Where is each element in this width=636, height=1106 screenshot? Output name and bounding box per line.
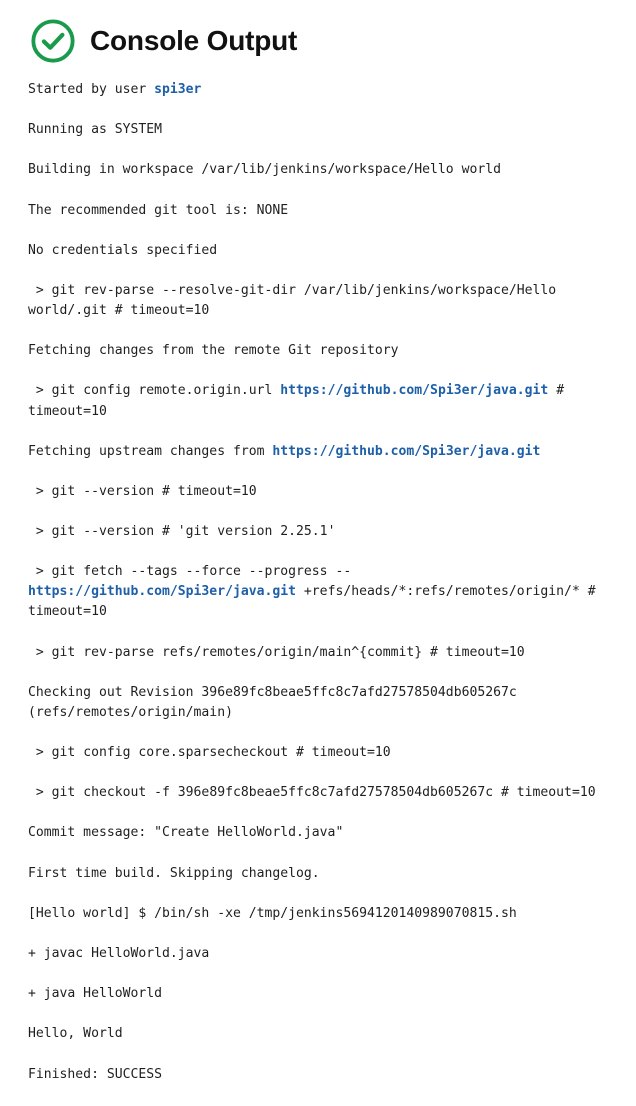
console-line: [28, 201, 618, 221]
console-text: The recommended git tool is: NONE: [28, 202, 289, 218]
console-text: # timeout=10: [28, 383, 572, 419]
console-line: [28, 823, 618, 843]
console-text: + java HelloWorld: [28, 986, 163, 1002]
console-line: [28, 944, 618, 964]
console-text: > git checkout -f 396e89fc8beae5ffc8c7afd27578504db605267c # timeout=10: [28, 785, 596, 801]
console-line: [28, 241, 618, 261]
console-line: [28, 643, 618, 663]
console-text: Fetching changes from the remote Git repository: [28, 343, 399, 359]
console-text: Hello, World: [28, 1026, 123, 1042]
check-circle-icon: [30, 18, 76, 64]
page-title: Console Output: [90, 25, 298, 56]
console-line: [28, 683, 618, 723]
console-text: > git config remote.origin.url: [28, 383, 281, 399]
console-line: [28, 1024, 618, 1044]
console-line: [28, 904, 618, 924]
console-line: [28, 562, 618, 622]
console-line: [28, 160, 618, 180]
console-line: [28, 1065, 618, 1085]
console-line: [28, 341, 618, 361]
console-line: [28, 442, 618, 462]
console-text: No credentials specified: [28, 242, 218, 258]
console-line: [28, 80, 618, 100]
console-text: Commit message: "Create HelloWorld.java": [28, 825, 344, 841]
console-line: [28, 381, 618, 421]
console-text: Checking out Revision 396e89fc8beae5ffc8c7afd27578504db605267c (refs/remotes/origin/main): [28, 684, 525, 720]
console-line: [28, 984, 618, 1004]
console-text: > git --version # 'git version 2.25.1': [28, 524, 336, 540]
console-line: [28, 281, 618, 321]
console-text: > git --version # timeout=10: [28, 483, 257, 499]
console-text: Running as SYSTEM: [28, 122, 163, 138]
console-text: > git rev-parse refs/remotes/origin/main^{commit} # timeout=10: [28, 644, 525, 660]
console-text: [Hello world] $ /bin/sh -xe /tmp/jenkins5694120140989070815.sh: [28, 905, 517, 921]
console-line: [28, 482, 618, 502]
user-link[interactable]: spi3er: [154, 82, 202, 97]
console-log: [28, 80, 618, 1085]
console-text: + javac HelloWorld.java: [28, 946, 210, 962]
console-text: First time build. Skipping changelog.: [28, 865, 320, 881]
console-text: > git rev-parse --resolve-git-dir /var/lib/jenkins/workspace/Hello world/.git # timeout=10: [28, 282, 565, 319]
console-text: Building in workspace /var/lib/jenkins/workspace/Hello world: [28, 162, 501, 178]
console-text: Started by user: [28, 82, 155, 97]
repo-url-link[interactable]: https://github.com/Spi3er/java.git: [272, 443, 541, 459]
console-line: [28, 743, 618, 763]
console-text: Fetching upstream changes from: [28, 443, 273, 459]
repo-url-link[interactable]: https://github.com/Spi3er/java.git: [28, 584, 297, 600]
page-header: [30, 18, 618, 64]
console-line: [28, 864, 618, 884]
console-text: Finished: SUCCESS: [28, 1066, 163, 1082]
console-text: > git fetch --tags --force --progress --: [28, 564, 360, 580]
console-line: [28, 522, 618, 542]
console-line: [28, 783, 618, 803]
console-text: +refs/heads/*:refs/remotes/origin/* # timeout=10: [28, 584, 604, 620]
console-line: [28, 120, 618, 140]
console-text: > git config core.sparsecheckout # timeout=10: [28, 745, 391, 761]
repo-url-link[interactable]: https://github.com/Spi3er/java.git: [280, 383, 549, 399]
